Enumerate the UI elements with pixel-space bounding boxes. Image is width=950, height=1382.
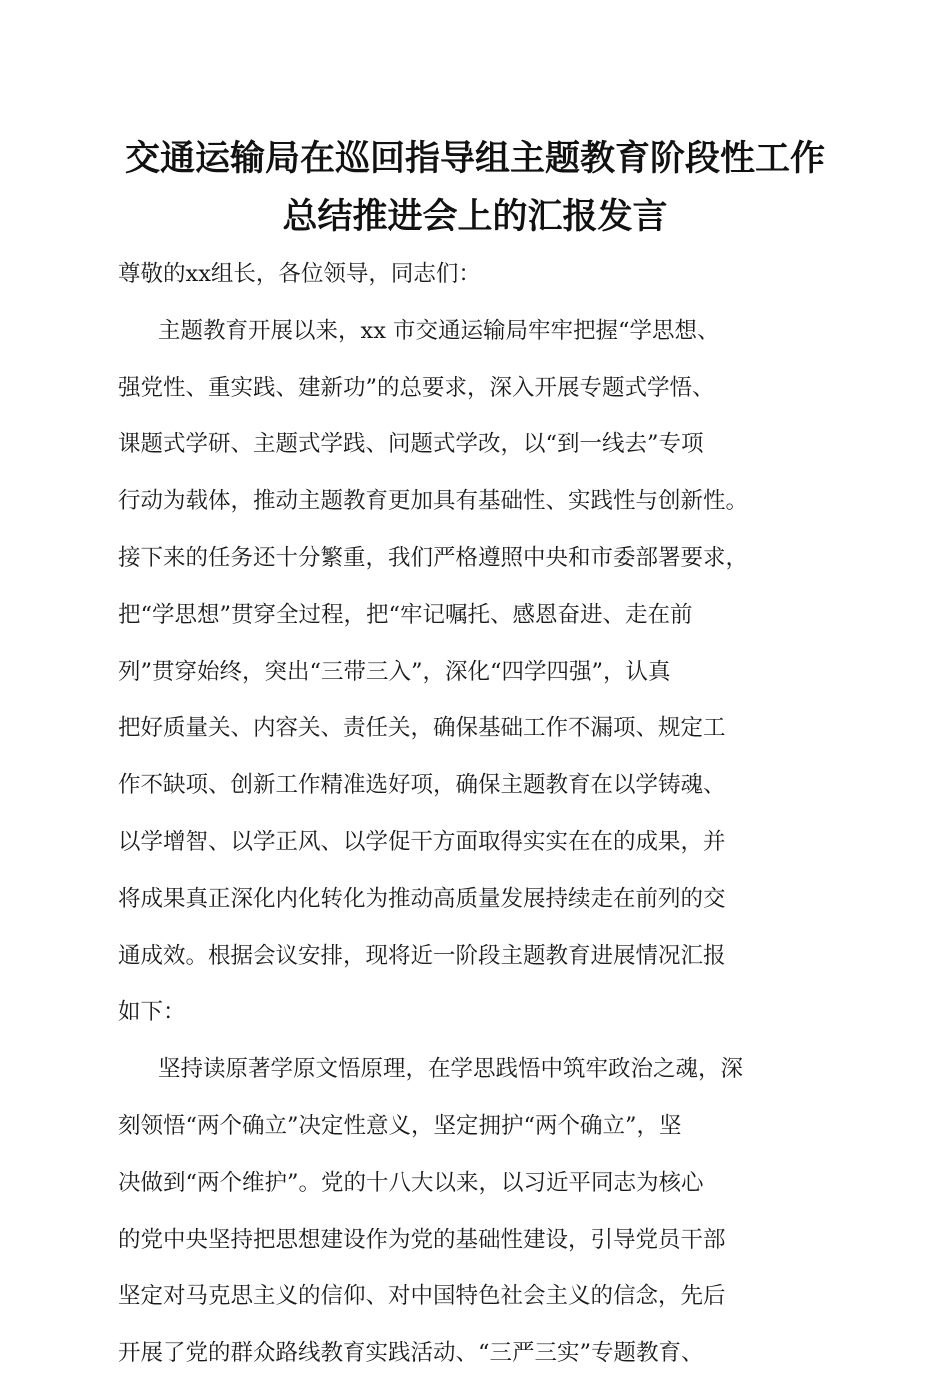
paragraph-line: 课题式学研、主题式学践、问题式学改，以“到一线去”专项 (118, 431, 704, 458)
paragraph-line: 通成效。根据会议安排，现将近一阶段主题教育进展情况汇报 (118, 942, 726, 969)
paragraph-line: 刻领悟“两个确立”决定性意义，坚定拥护“两个确立”，坚 (118, 1112, 682, 1139)
paragraph-line: 坚持读原著学原文悟原理，在学思践悟中筑牢政治之魂，深 (158, 1056, 744, 1083)
paragraph-line: 把好质量关、内容关、责任关，确保基础工作不漏项、规定工 (118, 715, 726, 742)
paragraph-line: 开展了党的群众路线教育实践活动、“三严三实”专题教育、 (118, 1340, 704, 1367)
paragraph-line: 把“学思想”贯穿全过程，把“牢记嘱托、感恩奋进、走在前 (118, 601, 693, 628)
paragraph-line: 强党性、重实践、建新功”的总要求，深入开展专题式学悟、 (118, 374, 715, 401)
paragraph-line: 以学增智、以学正风、以学促干方面取得实实在在的成果，并 (118, 828, 726, 855)
paragraph-line: 如下： (118, 999, 186, 1026)
title-line-1: 交通运输局在巡回指导组主题教育阶段性工作 (124, 138, 825, 179)
paragraph-line: 主题教育开展以来，xx 市交通运输局牢牢把握“学思想、 (158, 317, 720, 344)
salutation: 尊敬的xx组长，各位领导，同志们： (118, 261, 481, 287)
paragraph-line: 决做到“两个维护”。党的十八大以来，以习近平同志为核心 (118, 1169, 704, 1196)
document-title (100, 130, 850, 246)
paragraph-line: 接下来的任务还十分繁重，我们严格遵照中央和市委部署要求， (118, 544, 749, 571)
paragraph-line: 行动为载体，推动主题教育更加具有基础性、实践性与创新性。 (118, 488, 749, 515)
paragraph-line: 作不缺项、创新工作精准选好项，确保主题教育在以学铸魂、 (118, 772, 726, 799)
document-body (118, 246, 838, 1382)
paragraph-line: 的党中央坚持把思想建设作为党的基础性建设，引导党员干部 (118, 1226, 726, 1253)
title-line-2: 总结推进会上的汇报发言 (282, 196, 668, 237)
paragraph-line: 坚定对马克思主义的信仰、对中国特色社会主义的信念，先后 (118, 1283, 726, 1310)
paragraph-line: 列”贯穿始终，突出“三带三入”，深化“四学四强”，认真 (118, 658, 671, 685)
paragraph-line: 将成果真正深化内化转化为推动高质量发展持续走在前列的交 (118, 885, 726, 912)
